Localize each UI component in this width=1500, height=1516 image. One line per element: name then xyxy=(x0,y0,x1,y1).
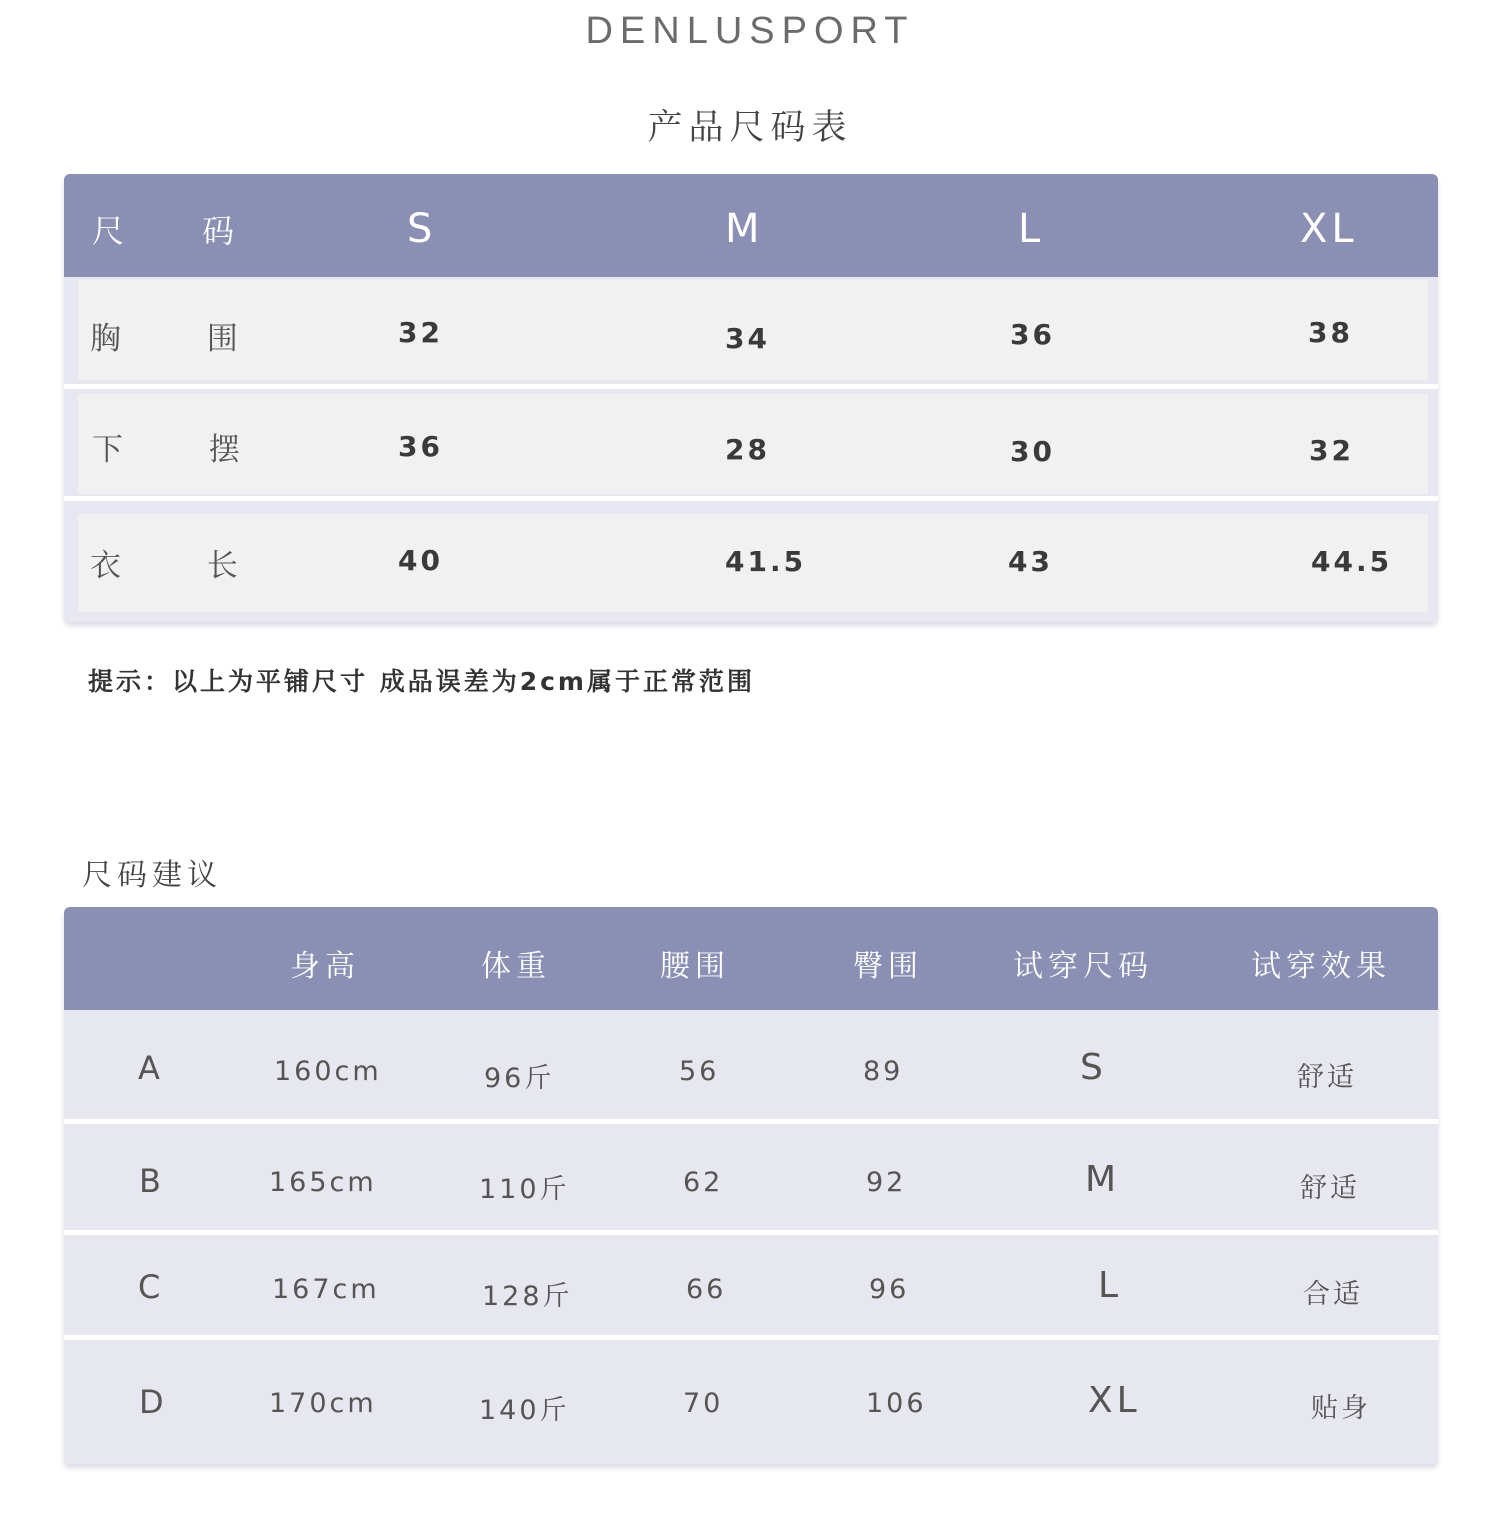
header-height: 身高 xyxy=(290,949,360,984)
header-size-l: L xyxy=(1018,206,1041,252)
table-cell: 30 xyxy=(1010,435,1055,468)
table-cell: 96 xyxy=(869,1274,910,1305)
table-cell: 40 xyxy=(398,544,443,577)
table-cell: 合适 xyxy=(1303,1279,1363,1310)
table-cell: 96斤 xyxy=(484,1063,555,1094)
size-recommendation-table xyxy=(64,907,1438,1464)
table-cell: 110斤 xyxy=(479,1174,570,1205)
table-row xyxy=(64,1340,1438,1464)
table-row xyxy=(64,1235,1438,1335)
table-cell: 56 xyxy=(679,1056,720,1087)
table-cell: 32 xyxy=(1309,434,1354,467)
table-cell: 66 xyxy=(686,1274,727,1305)
row-id: C xyxy=(138,1268,161,1306)
row-label: 胸 围 xyxy=(90,321,276,357)
row-id: A xyxy=(138,1049,160,1087)
table-cell: 167cm xyxy=(272,1274,380,1305)
table-cell: 舒适 xyxy=(1297,1062,1357,1093)
table-cell: 106 xyxy=(866,1388,927,1419)
size-chart-table xyxy=(64,174,1438,622)
table-cell: 舒适 xyxy=(1300,1173,1360,1204)
row-label: 下 摆 xyxy=(92,432,278,468)
table-cell: 34 xyxy=(725,322,770,355)
table-cell: 128斤 xyxy=(482,1281,573,1312)
table-cell: 36 xyxy=(1010,318,1055,351)
page-title: 产品尺码表 xyxy=(647,108,853,148)
table-row xyxy=(78,394,1428,494)
header-size-s: S xyxy=(407,206,433,252)
section-title: 尺码建议 xyxy=(82,858,222,893)
header-label: 尺 码 xyxy=(92,212,269,250)
table-row xyxy=(64,1011,1438,1119)
recommendation-header xyxy=(64,907,1438,1010)
row-divider xyxy=(64,384,1438,389)
table-row xyxy=(78,280,1428,380)
header-try-fit: 试穿效果 xyxy=(1251,949,1391,984)
table-cell: S xyxy=(1080,1047,1107,1088)
size-chart-header xyxy=(64,174,1438,277)
table-cell: 38 xyxy=(1308,316,1353,349)
table-row xyxy=(78,514,1428,612)
table-cell: 89 xyxy=(863,1056,904,1087)
table-cell: M xyxy=(1085,1159,1121,1200)
row-divider xyxy=(64,496,1438,501)
table-cell: 28 xyxy=(725,433,770,466)
table-row xyxy=(64,1124,1438,1230)
table-cell: 32 xyxy=(398,316,443,349)
table-cell: 41.5 xyxy=(725,545,807,578)
table-cell: 36 xyxy=(398,430,443,463)
table-cell: 92 xyxy=(866,1167,907,1198)
row-id: D xyxy=(139,1383,164,1421)
table-cell: 165cm xyxy=(269,1167,377,1198)
table-cell: 170cm xyxy=(269,1388,377,1419)
table-cell: 140斤 xyxy=(479,1395,570,1426)
header-waist: 腰围 xyxy=(660,949,730,984)
header-size-xl: XL xyxy=(1300,206,1358,252)
table-cell: 160cm xyxy=(274,1056,382,1087)
brand-logo: DENLUSPORT xyxy=(585,10,915,52)
table-cell: XL xyxy=(1088,1380,1141,1421)
table-cell: L xyxy=(1098,1265,1123,1306)
table-cell: 70 xyxy=(683,1388,724,1419)
header-try-size: 试穿尺码 xyxy=(1013,949,1153,984)
header-weight: 体重 xyxy=(481,949,551,984)
table-cell: 62 xyxy=(683,1167,724,1198)
table-cell: 44.5 xyxy=(1311,545,1393,578)
row-label: 衣 长 xyxy=(90,548,276,584)
size-note: 提示：以上为平铺尺寸 成品误差为2cm属于正常范围 xyxy=(88,667,755,696)
table-cell: 贴身 xyxy=(1311,1393,1371,1424)
row-id: B xyxy=(139,1162,161,1200)
header-size-m: M xyxy=(725,206,760,252)
header-hip: 臀围 xyxy=(853,949,923,984)
table-cell: 43 xyxy=(1008,545,1053,578)
